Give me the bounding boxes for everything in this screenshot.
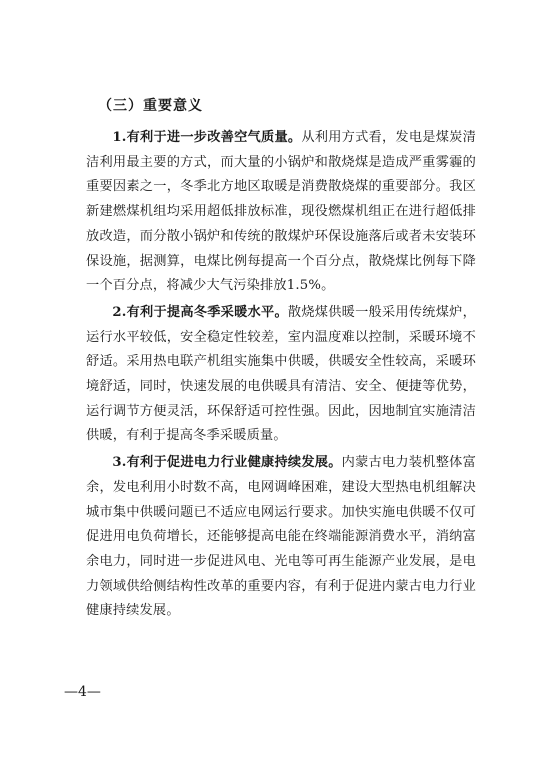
paragraph-2: [86, 301, 476, 449]
page-number: —4—: [64, 684, 101, 700]
paragraph-2-lead: 2.有利于提高冬季采暖水平。: [112, 304, 288, 320]
document-body: [86, 96, 476, 626]
paragraph-3: [86, 451, 476, 624]
paragraph-3-lead: 3.有利于促进电力行业健康持续发展。: [112, 455, 342, 471]
paragraph-3-body: 内蒙古电力装机整体富余，发电利用小时数不高，电网调峰困难，建设大型热电机组解决城市集中供暖问题已不适应电网运行要求。加快实施电供暖不仅可促进用电负荷增长，还能够提高电能在终端能源消费水平，消纳富余电力，同时进一步促进风电、光电等可再生能源产业发展，是电力领域供给侧结构性改革的重要内容，有利于促进内蒙古电力行业健康持续发展。: [86, 455, 477, 619]
paragraph-1-body: 从利用方式看，发电是煤炭清洁利用最主要的方式，而大量的小锅炉和散烧煤是造成严重雾霾的重要因素之一，冬季北方地区取暖是消费散烧煤的重要部分。我区新建燃煤机组均采用超低排放标准，现役燃煤机组正在进行超低排放改造，而分散小锅炉和传统的散煤炉环保设施落后或者未安装环保设施，据测算，电煤比例每提高一个百分点，散烧煤比例每下降一个百分点，将减少大气污染排放1.5%。: [86, 130, 476, 294]
paragraph-2-body: 散烧煤供暖一般采用传统煤炉，运行水平较低，安全稳定性较差，室内温度难以控制，采暖环境不舒适。采用热电联产机组实施集中供暖，供暖安全性较高，采暖环境舒适，同时，快速发展的电供暖具有清洁、安全、便捷等优势，运行调节方便灵活，环保舒适可控性强。因此，因地制宜实施清洁供暖，有利于提高冬季采暖质量。: [86, 304, 476, 444]
paragraph-1: [86, 126, 476, 299]
paragraph-1-lead: 1.有利于进一步改善空气质量。: [112, 130, 302, 145]
section-heading: （三）重要意义: [98, 98, 203, 114]
